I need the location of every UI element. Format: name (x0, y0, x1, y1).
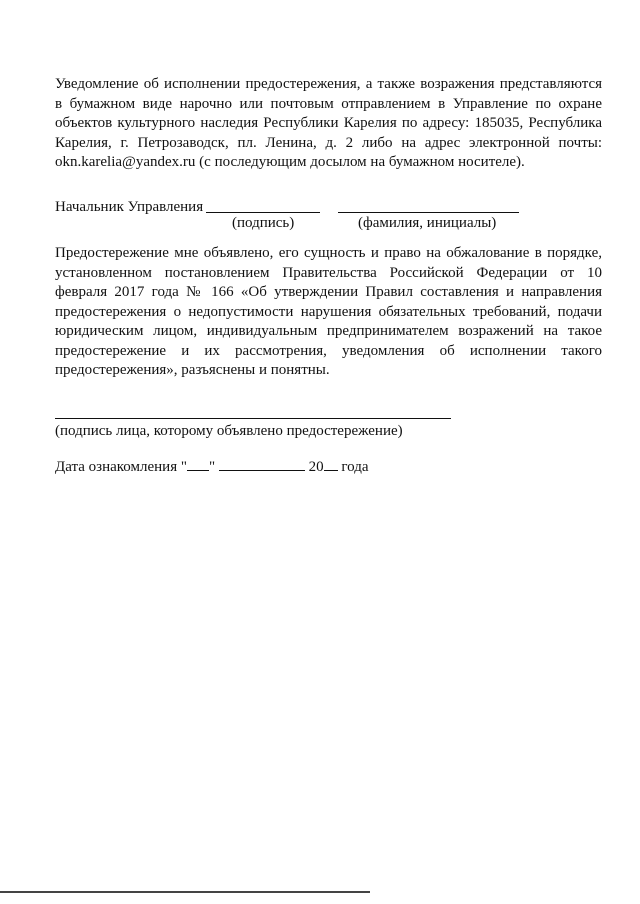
notice-paragraph: Уведомление об исполнении предостережения, а также возражения представляются в бумажном виде нарочно или почтовым отправлением в Управление по охране объектов культурного наследия Республики Карелия по адресу: 185035, Республика Карелия, г. Петрозаводск, пл. Ленина, д. 2 либо на адрес электронной почты: okn.karelia@yandex.ru (с последующим досылом на бумажном носителе). (55, 76, 602, 170)
head-title-label: Начальник Управления (55, 199, 204, 215)
recipient-signature-caption: (подпись лица, которому объявлено предостережение) (55, 423, 403, 439)
month-blank (219, 456, 305, 471)
year-suffix: года (341, 459, 369, 475)
date-label: Дата ознакомления (55, 459, 178, 475)
year-blank (324, 456, 338, 471)
footer-rule (0, 891, 370, 893)
date-line (55, 456, 368, 478)
day-blank (187, 456, 209, 471)
name-initials-caption: (фамилия, инициалы) (358, 215, 497, 231)
recipient-signature-blank (55, 418, 451, 419)
head-name-blank (338, 212, 519, 213)
year-prefix: 20 (308, 459, 324, 475)
acknowledgment-paragraph: Предостережение мне объявлено, его сущность и право на обжалование в порядке, установленном постановлением Правительства Российской Федерации от 10 февраля 2017 года № 166 «Об утверждении Правил составления и направления предостережения о недопустимости нарушения обязательных требований, подачи юридическим лицом, индивидуальным предпринимателем возражений на такое предостережение и их рассмотрения, уведомления об исполнении такого предостережения», разъяснены и понятны. (55, 245, 602, 378)
head-signature-blank (206, 212, 320, 213)
date-quote-open: " (180, 459, 187, 475)
signature-caption: (подпись) (232, 215, 295, 231)
head-signature-line (55, 198, 203, 218)
date-quote-close: " (208, 459, 216, 475)
